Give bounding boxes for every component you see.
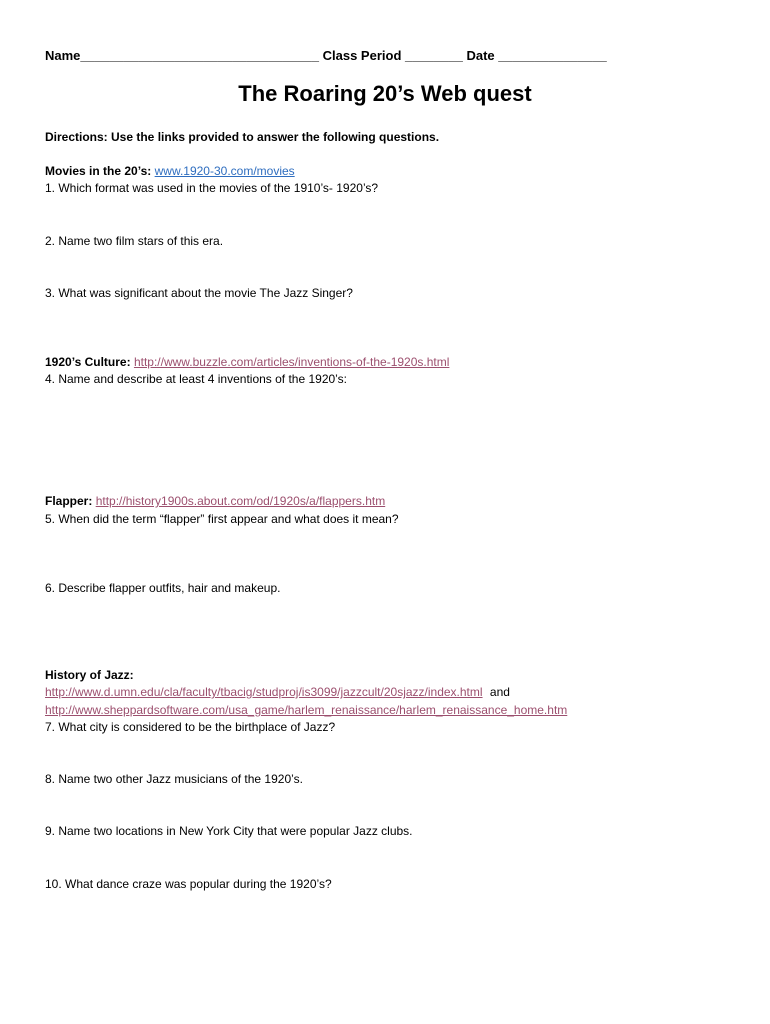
movies-heading: Movies in the 20’s: <box>45 164 152 178</box>
question-9: 9. Name two locations in New York City that were popular Jazz clubs. <box>45 824 413 838</box>
question-5: 5. When did the term “flapper” first appear and what does it mean? <box>45 512 399 526</box>
culture-heading: 1920’s Culture: <box>45 355 131 369</box>
culture-heading-line <box>45 354 449 370</box>
flapper-heading-line <box>45 493 385 509</box>
culture-link[interactable]: http://www.buzzle.com/articles/inventions-of-the-1920s.html <box>133 355 450 369</box>
jazz-link-line-2 <box>45 702 567 718</box>
question-10: 10. What dance craze was popular during the 1920’s? <box>45 877 332 891</box>
question-8: 8. Name two other Jazz musicians of the 1920’s. <box>45 772 303 786</box>
question-6: 6. Describe flapper outfits, hair and makeup. <box>45 581 281 595</box>
question-1: 1. Which format was used in the movies of the 1910’s- 1920’s? <box>45 181 379 195</box>
question-3: 3. What was significant about the movie The Jazz Singer? <box>45 286 353 300</box>
jazz-link-1[interactable]: http://www.d.umn.edu/cla/faculty/tbacig/studproj/is3099/jazzcult/20sjazz/index.html <box>45 685 483 699</box>
jazz-heading: History of Jazz: <box>45 668 134 682</box>
movies-link[interactable]: www.1920-30.com/movies <box>154 164 295 178</box>
date-field-label: Date _______________ <box>466 48 607 63</box>
question-2: 2. Name two film stars of this era. <box>45 234 224 248</box>
jazz-link-2[interactable]: http://www.sheppardsoftware.com/usa_game/harlem_renaissance/harlem_renaissance_home.htm <box>45 703 568 717</box>
question-7: 7. What city is considered to be the birthplace of Jazz? <box>45 720 336 734</box>
movies-heading-line <box>45 163 295 179</box>
directions: Directions: Use the links provided to answer the following questions. <box>45 130 440 144</box>
page-title: The Roaring 20’s Web quest <box>238 81 532 106</box>
flapper-heading: Flapper: <box>45 494 93 508</box>
flapper-link[interactable]: http://history1900s.about.com/od/1920s/a/flappers.htm <box>95 494 386 508</box>
jazz-link-line-1 <box>45 684 510 700</box>
header-line <box>45 48 607 64</box>
class-period-field-label: Class Period ________ <box>322 48 463 63</box>
and-text: and <box>489 685 510 699</box>
question-4: 4. Name and describe at least 4 inventions of the 1920’s: <box>45 372 347 386</box>
name-field-label: Name_________________________________ <box>45 48 319 63</box>
